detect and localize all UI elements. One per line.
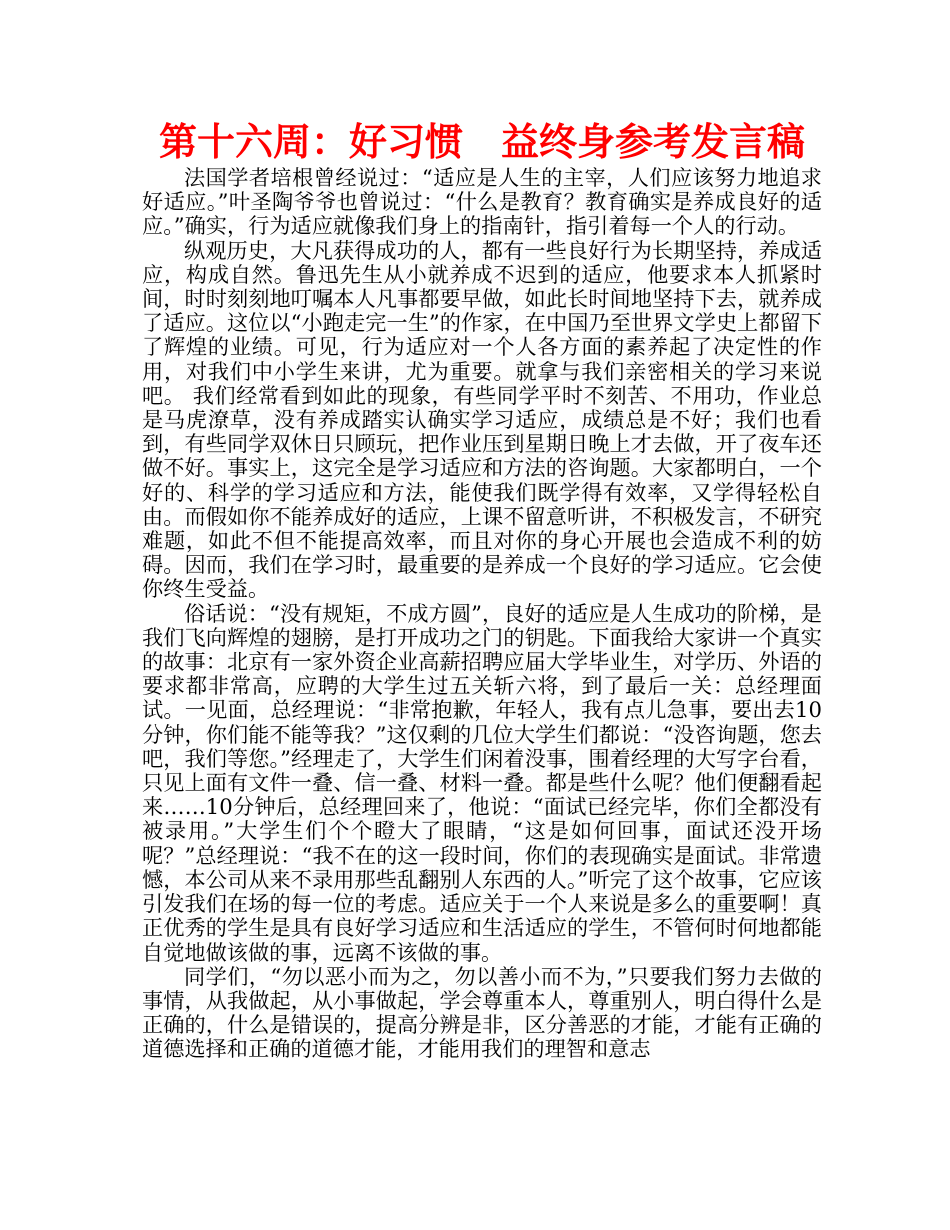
document-page — [142, 118, 822, 1062]
paragraph-3: 俗话说：“没有规矩，不成方圆”，良好的适应是人生成功的阶梯，是我们飞向辉煌的翅膀，是打开成功之门的钥匙。下面我给大家讲一个真实的故事：北京有一家外资企业高薪招聘应届大学毕业生，对学历、外语的要求都非常高，应聘的大学生过五关斩六将，到了最后一关：总经理面试。一见面，总经理说：“非常抱歉，年轻人，我有点儿急事，要出去10分钟，你们能不能等我？”这仅剩的几位大学生们都说：“没咨询题，您去吧，我们等您。”经理走了，大学生们闲着没事，围着经理的大写字台看，只见上面有文件一叠、信一叠、材料一叠。都是些什么呢？他们便翻看起来……10分钟后，总经理回来了，他说：“面试已经完毕，你们全都没有被录用。”大学生们个个瞪大了眼睛，“这是如何回事，面试还没开场呢？”总经理说：“我不在的这一段时间，你们的表现确实是面试。非常遗憾，本公司从来不录用那些乱翻别人东西的人。”听完了这个故事，它应该引发我们在场的每一位的考虑。适应关于一个人来说是多么的重要啊！真正优秀的学生是具有良好学习适应和生活适应的学生，不管何时何地都能自觉地做该做的事，远离不该做的事。 — [142, 600, 822, 965]
paragraph-4: 同学们，“勿以恶小而为之，勿以善小而不为，”只要我们努力去做的事情，从我做起，从小事做起，学会尊重本人，尊重别人，明白得什么是正确的，什么是错误的，提高分辨是非，区分善恶的才能，才能有正确的道德选择和正确的道德才能，才能用我们的理智和意志 — [142, 963, 822, 1062]
document-title: 第十六周：好习惯 益终身参考发言稿 — [158, 120, 805, 164]
paragraph-2: 纵观历史，大凡获得成功的人，都有一些良好行为长期坚持，养成适应，构成自然。鲁迅先生从小就养成不迟到的适应，他要求本人抓紧时间，时时刻刻地叮嘱本人凡事都要早做，如此长时间地坚持下去，就养成了适应。这位以“小跑走完一生”的作家，在中国乃至世界文学史上都留下了辉煌的业绩。可见，行为适应对一个人各方面的素养起了决定性的作用，对我们中小学生来讲，尤为重要。就拿与我们亲密相关的学习来说吧。 我们经常看到如此的现象，有些同学平时不刻苦、不用功，作业总是马虎潦草，没有养成踏实认确实学习适应，成绩总是不好；我们也看到，有些同学双休日只顾玩，把作业压到星期日晚上才去做，开了夜车还做不好。事实上，这完全是学习适应和方法的咨询题。大家都明白，一个好的、科学的学习适应和方法，能使我们既学得有效率，又学得轻松自由。而假如你不能养成好的适应，上课不留意听讲，不积极发言，不研究难题，如此不但不能提高效率，而且对你的身心开展也会造成不利的妨碍。因而，我们在学习时，最重要的是养成一个良好的学习适应。它会使你终生受益。 — [142, 237, 822, 602]
document-body — [142, 166, 822, 1062]
paragraph-1: 法国学者培根曾经说过：“适应是人生的主宰，人们应该努力地追求好适应。”叶圣陶爷爷也曾说过：“什么是教育？教育确实是养成良好的适应。”确实，行为适应就像我们身上的指南针，指引着每一个人的行动。 — [142, 165, 822, 239]
